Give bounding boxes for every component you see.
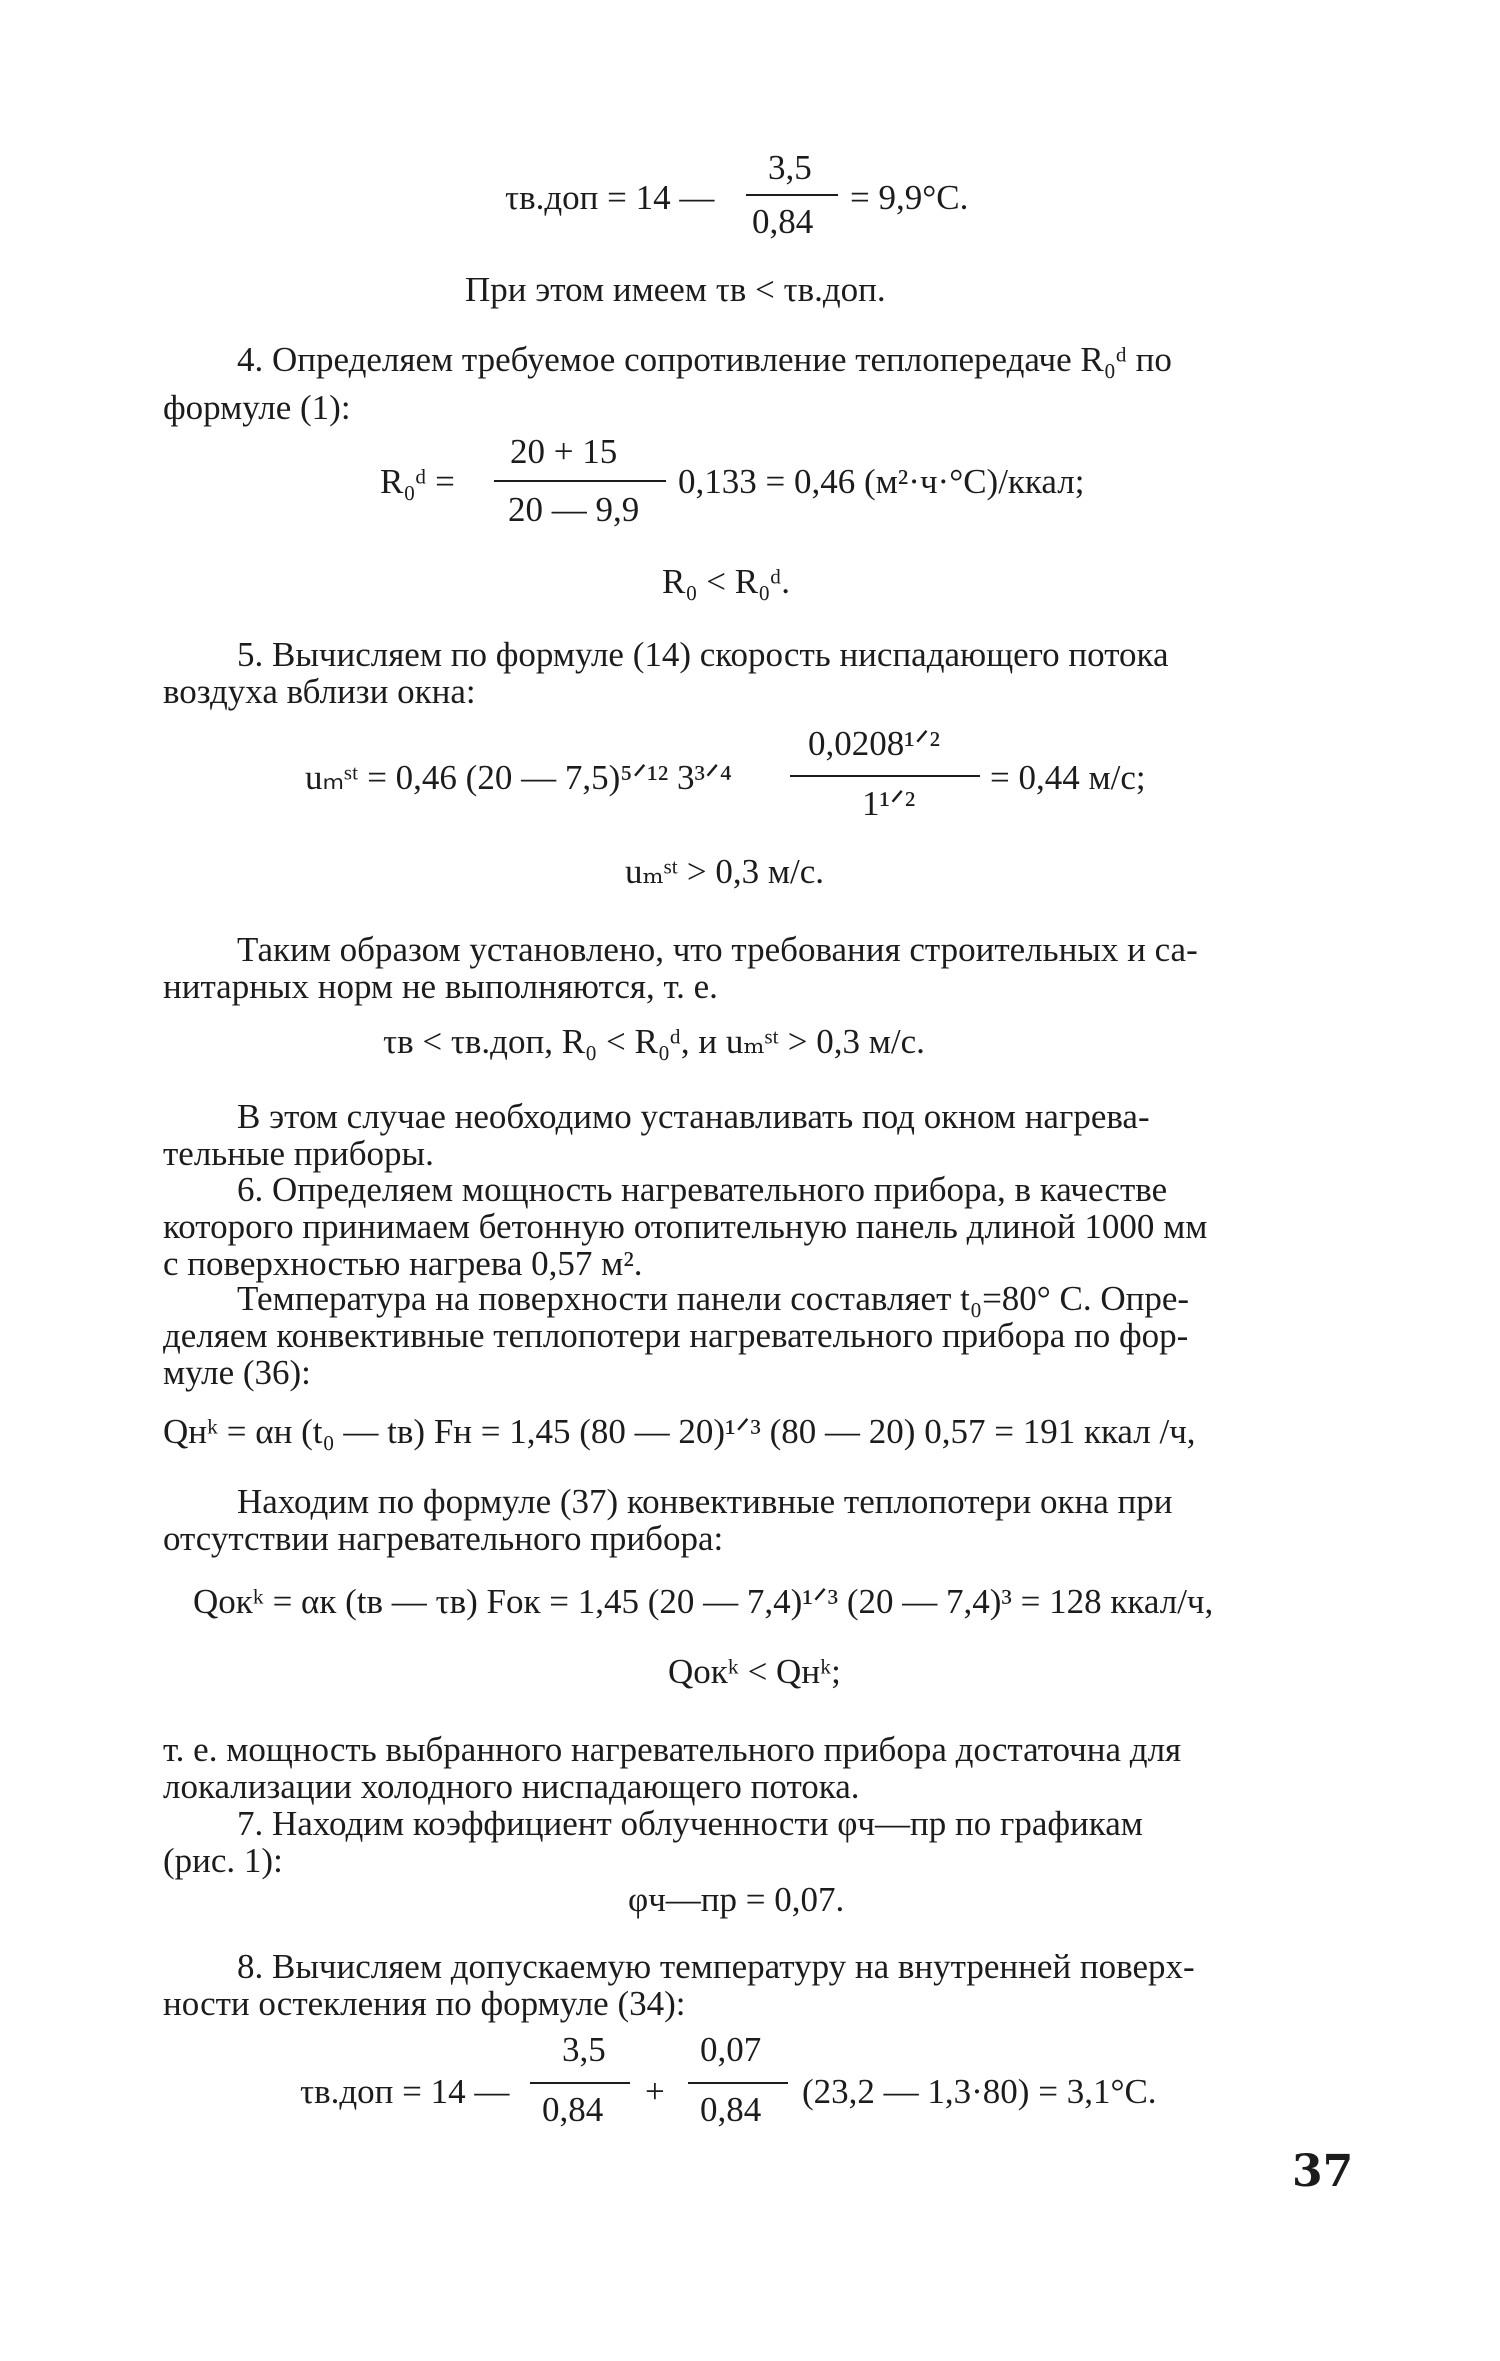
eq4-rhs: = 0,44 м/с; — [990, 758, 1146, 797]
paragraph-comparison: При этом имеем τв < τв.доп. — [465, 270, 886, 309]
section-4-line-2: формуле (1): — [163, 388, 351, 427]
eq11-lhs: τв.доп = 14 — — [300, 2072, 510, 2111]
paragraph-sufficient-line-1: т. е. мощность выбранного нагревательного прибора достаточна для — [163, 1730, 1182, 1769]
equation-resistance-compare: R₀ < R₀ᵈ. — [662, 562, 790, 601]
eq11-denominator-1: 0,84 — [542, 2090, 604, 2129]
eq2-denominator: 20 — 9,9 — [508, 490, 640, 529]
section-7-line-2: (рис. 1): — [163, 1841, 283, 1880]
eq1-fraction-bar — [746, 194, 838, 196]
eq2-lhs: R₀ᵈ = — [380, 462, 455, 501]
paragraph-conclusion-line-2: нитарных норм не выполняются, т. е. — [163, 967, 718, 1006]
eq11-numerator-1: 3,5 — [562, 2030, 606, 2069]
paragraph-temperature-line-1: Температура на поверхности панели составляет t₀=80° С. Опре- — [237, 1279, 1190, 1318]
section-4-line-1: 4. Определяем требуемое сопротивление теплопередаче R₀ᵈ по — [237, 340, 1172, 379]
eq1-numerator: 3,5 — [768, 148, 812, 187]
section-7-line-1: 7. Находим коэффициент облученности φч—пр по графикам — [237, 1804, 1143, 1843]
eq4-lhs: uₘˢᵗ = 0,46 (20 — 7,5)⁵ᐟ¹² 3³ᐟ⁴ — [305, 758, 733, 797]
eq11-numerator-2: 0,07 — [700, 2030, 762, 2069]
equation-velocity-compare: uₘˢᵗ > 0,3 м/с. — [625, 852, 824, 891]
eq1-lhs: τв.доп = 14 — — [505, 178, 715, 217]
section-5-line-2: воздуха вблизи окна: — [163, 672, 476, 711]
eq4-fraction-bar — [790, 775, 980, 777]
eq1-rhs: = 9,9°С. — [850, 178, 969, 217]
eq4-numerator: 0,0208¹ᐟ² — [808, 724, 941, 763]
section-5-line-1: 5. Вычисляем по формуле (14) скорость ниспадающего потока — [237, 635, 1169, 674]
paragraph-conclusion-line-1: Таким образом установлено, что требования строительных и са- — [237, 930, 1198, 969]
eq11-denominator-2: 0,84 — [700, 2090, 762, 2129]
section-8-line-1: 8. Вычисляем допускаемую температуру на внутренней поверх- — [237, 1947, 1195, 1986]
paragraph-window-loss-line-1: Находим по формуле (37) конвективные теплопотери окна при — [237, 1482, 1173, 1521]
paragraph-temperature-line-2: деляем конвективные теплопотери нагревательного прибора по фор- — [163, 1316, 1189, 1355]
section-6-line-2: которого принимаем бетонную отопительную панель длиной 1000 мм — [163, 1207, 1208, 1246]
eq2-rhs: 0,133 = 0,46 (м²·ч·°С)/ккал; — [678, 462, 1085, 501]
eq2-numerator: 20 + 15 — [510, 432, 618, 471]
eq11-plus: + — [645, 2072, 665, 2111]
section-8-line-2: ности остекления по формуле (34): — [163, 1984, 686, 2023]
paragraph-sufficient-line-2: локализации холодного ниспадающего потока. — [163, 1767, 860, 1806]
paragraph-temperature-line-3: муле (36): — [163, 1353, 311, 1392]
eq4-denominator: 1¹ᐟ² — [862, 784, 916, 823]
equation-heater-convection: Qнᵏ = αн (t₀ — tв) Fн = 1,45 (80 — 20)¹ᐟ³ (80 — 20) 0,57 = 191 ккал /ч, — [163, 1412, 1196, 1451]
equation-window-convection: Qокᵏ = αк (tв — τв) Fок = 1,45 (20 — 7,4)¹ᐟ³ (20 — 7,4)³ = 128 ккал/ч, — [193, 1582, 1214, 1621]
eq11-rhs: (23,2 — 1,3·80) = 3,1°С. — [802, 2072, 1157, 2111]
section-6-line-3: с поверхностью нагрева 0,57 м². — [163, 1244, 643, 1283]
paragraph-window-loss-line-2: отсутствии нагревательного прибора: — [163, 1519, 724, 1558]
eq11-fraction-bar-1 — [530, 2082, 630, 2084]
equation-conditions: τв < τв.доп, R₀ < R₀ᵈ, и uₘˢᵗ > 0,3 м/с. — [383, 1022, 925, 1061]
eq11-fraction-bar-2 — [688, 2082, 788, 2084]
equation-irradiance: φч—пр = 0,07. — [628, 1880, 845, 1919]
page-number: 37 — [1292, 2146, 1354, 2197]
eq2-fraction-bar — [494, 480, 666, 482]
equation-convection-compare: Qокᵏ < Qнᵏ; — [668, 1652, 841, 1691]
section-6-line-1: 6. Определяем мощность нагревательного прибора, в качестве — [237, 1170, 1168, 1209]
paragraph-heaters-line-2: тельные приборы. — [163, 1134, 434, 1173]
eq1-denominator: 0,84 — [752, 202, 814, 241]
paragraph-heaters-line-1: В этом случае необходимо устанавливать под окном нагрева- — [237, 1097, 1150, 1136]
